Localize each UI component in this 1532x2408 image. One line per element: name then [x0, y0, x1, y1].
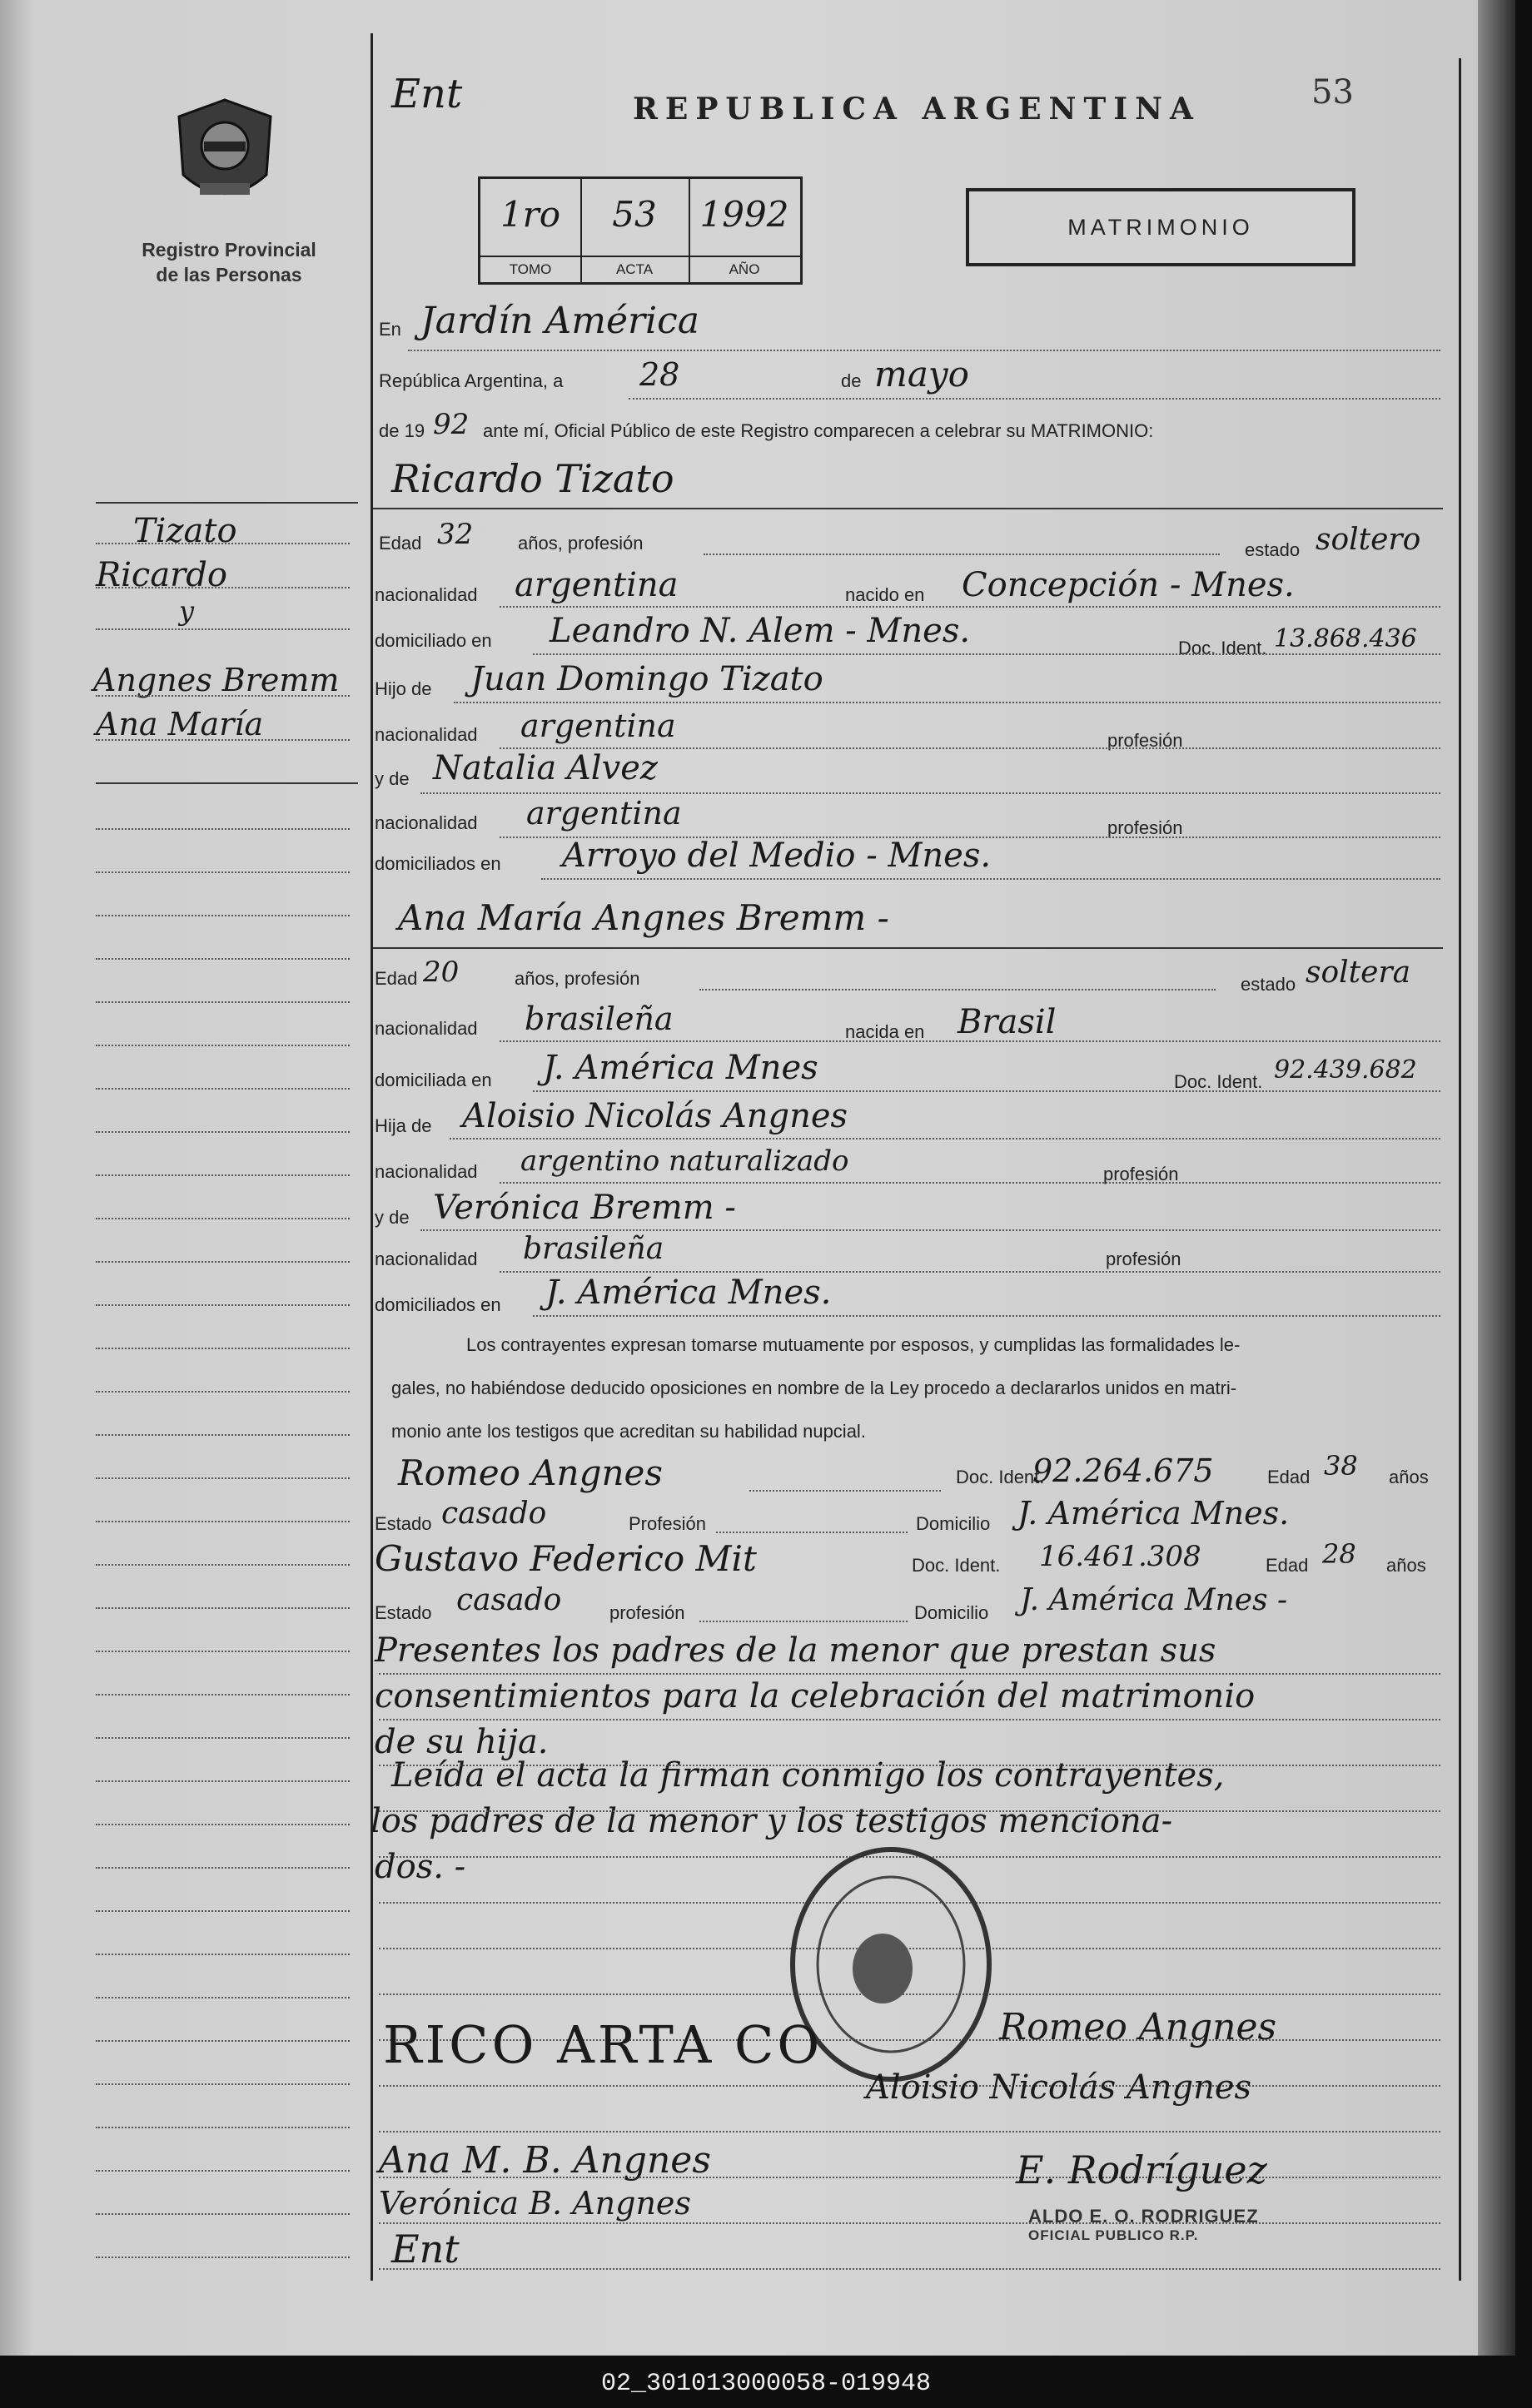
groom-name: Ricardo Tizato — [391, 456, 674, 501]
place-value: Jardín América — [420, 300, 699, 342]
witness2-doc: 16.461.308 — [1039, 1540, 1201, 1573]
margin-dotted-line — [96, 2213, 350, 2215]
margin-dotted-line — [96, 1348, 350, 1349]
witness2-anos-label: años — [1386, 1555, 1426, 1576]
notes-dotted-line — [379, 2131, 1440, 2132]
witness2-age: 28 — [1322, 1538, 1356, 1570]
country-title: REPUBLICA ARGENTINA — [633, 92, 1201, 127]
dotted-line — [704, 554, 1220, 555]
groom-doc-label: Doc. Ident. — [1178, 638, 1267, 658]
bride-mother-nationality: brasileña — [523, 1232, 664, 1266]
book-edge — [1478, 0, 1515, 2356]
witness1-profesion-label: Profesión — [629, 1513, 706, 1534]
bride-nationality: brasileña — [525, 1000, 674, 1037]
witness2-domicile: J. América Mnes - — [1020, 1583, 1288, 1617]
margin-dotted-line — [96, 1824, 350, 1825]
margin-dotted-line — [96, 1564, 350, 1566]
margin-dotted-line — [96, 2127, 350, 2128]
margin-dotted-line — [96, 1088, 350, 1090]
comparecen-text: ante mí, Oficial Público de este Registro comparecen a celebrar su MATRIMONIO: — [483, 420, 1154, 441]
dotted-line — [420, 1229, 1440, 1231]
margin-dotted-line — [96, 1001, 350, 1003]
margin-dotted-line — [96, 1304, 350, 1306]
witness1-name: Romeo Angnes — [398, 1452, 663, 1493]
witness1-doc: 92.264.675 — [1032, 1452, 1214, 1489]
anio-cell — [689, 179, 800, 282]
dotted-line — [533, 653, 1440, 655]
groom-father-profesion-label: profesión — [1107, 730, 1183, 751]
bride-yde-label: y de — [375, 1207, 410, 1228]
groom-parents-domicile: Arroyo del Medio - Mnes. — [562, 837, 992, 875]
witness2-estado-label: Estado — [375, 1602, 432, 1623]
margin-dotted-line — [96, 1391, 350, 1393]
acta-cell — [580, 179, 690, 282]
bride-edad-label: Edad — [375, 968, 418, 989]
groom-mother-nationality: argentina — [526, 795, 682, 832]
registry-name-line2: de las Personas — [156, 264, 302, 285]
groom-birthplace: Concepción - Mnes. — [962, 566, 1295, 604]
groom-age: 32 — [437, 518, 474, 551]
bride-father-profesion-label: profesión — [1103, 1164, 1179, 1184]
en-label: En — [379, 319, 401, 340]
witness1-estado-label: Estado — [375, 1513, 432, 1534]
stamp-line2: OFICIAL PUBLICO R.P. — [1028, 2227, 1199, 2243]
margin-dotted-line — [96, 1174, 350, 1176]
record-type-box: MATRIMONIO — [966, 188, 1355, 266]
dotted-line — [408, 350, 1440, 351]
notes-dotted-line — [379, 1673, 1440, 1675]
dotted-line — [454, 702, 1440, 703]
note-line4: Leída el acta la firman conmigo los contrayentes, — [391, 1756, 1225, 1795]
dotted-line — [533, 1090, 1440, 1092]
note-line5: los padres de la menor y los testigos menciona- — [371, 1802, 1173, 1840]
margin-dotted-line — [96, 2257, 350, 2258]
margin-dotted-line — [96, 1651, 350, 1652]
republica-label: República Argentina, a — [379, 370, 564, 391]
de-label: de — [841, 370, 862, 391]
signature-initials: Ent — [391, 2227, 460, 2271]
margin-dotted-line — [96, 828, 350, 830]
margin-dotted-line — [96, 628, 350, 630]
bride-age: 20 — [423, 956, 460, 989]
signature-veronica: Verónica B. Angnes — [379, 2185, 691, 2222]
margin-dotted-line — [96, 2170, 350, 2172]
year-value: 92 — [433, 408, 470, 441]
bride-profesion-label: años, profesión — [515, 968, 640, 989]
day-value: 28 — [639, 356, 680, 393]
margin-dotted-line — [96, 1477, 350, 1479]
groom-profesion-label: años, profesión — [518, 533, 644, 554]
signature-official: E. Rodríguez — [1016, 2147, 1267, 2192]
anio-value: 1992 — [699, 194, 789, 235]
provincial-coat-of-arms-icon — [171, 96, 279, 212]
tomo-cell — [480, 179, 582, 282]
dotted-line — [716, 1532, 908, 1533]
margin-dotted-line — [96, 739, 350, 741]
tomo-label: TOMO — [480, 256, 580, 282]
groom-father: Juan Domingo Tizato — [470, 660, 823, 698]
signature-contrayente: RICO ARTA CO — [383, 2014, 823, 2075]
dotted-line — [541, 878, 1440, 880]
margin-dotted-line — [96, 958, 350, 960]
margin-given-bride: Ana María — [96, 706, 264, 742]
section-rule — [373, 508, 1443, 509]
margin-dotted-line — [96, 1434, 350, 1436]
bride-parents-domicile: J. América Mnes. — [545, 1274, 832, 1312]
column-divider — [371, 33, 373, 2281]
witness1-edad-label: Edad — [1267, 1467, 1311, 1487]
margin-dotted-line — [96, 1997, 350, 1998]
groom-father-nationality: argentina — [520, 708, 676, 744]
margin-surname-bride: Angnes Bremm — [93, 662, 340, 698]
margin-dotted-line — [96, 1607, 350, 1609]
declaration-line2: gales, no habiéndose deducido oposiciones en nombre de la Ley procedo a declararlos unidos en matri- — [391, 1378, 1237, 1398]
dotted-line — [450, 1138, 1440, 1139]
bride-parents-dom-label: domiciliados en — [375, 1294, 501, 1315]
witness2-doc-label: Doc. Ident. — [912, 1555, 1001, 1576]
notes-dotted-line — [379, 2222, 1440, 2224]
right-border — [1459, 58, 1461, 2281]
witness2-domicilio-label: Domicilio — [914, 1602, 989, 1623]
registry-name — [108, 237, 350, 287]
groom-nationality: argentina — [515, 566, 679, 604]
bride-domiciliada-label: domiciliada en — [375, 1070, 492, 1090]
groom-domicile: Leandro N. Alem - Mnes. — [550, 612, 971, 650]
corner-note: Ent — [391, 71, 463, 117]
margin-dotted-line — [96, 587, 350, 588]
signature-ana-maria: Ana M. B. Angnes — [379, 2139, 711, 2182]
dotted-line — [699, 989, 1216, 991]
signature-romeo: Romeo Angnes — [999, 2006, 1277, 2048]
bride-mother: Verónica Bremm - — [433, 1189, 736, 1227]
groom-doc: 13.868.436 — [1274, 624, 1417, 653]
margin-rule — [96, 502, 358, 504]
dotted-line — [500, 606, 1440, 608]
witness2-profesion-label: profesión — [609, 1602, 685, 1623]
bride-father: Aloisio Nicolás Angnes — [462, 1097, 848, 1135]
margin-dotted-line — [96, 2040, 350, 2042]
witness1-domicile: J. América Mnes. — [1017, 1495, 1290, 1532]
witness2-estado: casado — [456, 1583, 562, 1617]
bride-nacida-label: nacida en — [845, 1021, 925, 1042]
signature-aloisio: Aloisio Nicolás Angnes — [866, 2068, 1252, 2107]
note-line3: de su hija. — [375, 1723, 549, 1761]
record-reference-box — [478, 176, 803, 285]
bride-birthplace: Brasil — [958, 1003, 1057, 1041]
margin-dotted-line — [96, 1218, 350, 1219]
margin-given-groom: Ricardo — [96, 556, 227, 594]
witness1-age: 38 — [1324, 1450, 1358, 1482]
witness1-domicilio-label: Domicilio — [916, 1513, 991, 1534]
groom-yde-label: y de — [375, 768, 410, 789]
groom-parents-dom-label: domiciliados en — [375, 853, 501, 874]
note-line1: Presentes los padres de la menor que prestan sus — [375, 1631, 1216, 1670]
margin-dotted-line — [96, 2083, 350, 2085]
stamp-line1: ALDO E. O. RODRIGUEZ — [1028, 2206, 1259, 2227]
groom-mother-profesion-label: profesión — [1107, 817, 1183, 838]
dotted-line — [420, 792, 1440, 794]
margin-dotted-line — [96, 1954, 350, 1955]
groom-domiciliado-label: domiciliado en — [375, 630, 492, 651]
groom-estado-label: estado — [1245, 539, 1301, 560]
page-number: 53 — [1311, 73, 1354, 112]
bride-father-nat-label: nacionalidad — [375, 1161, 478, 1182]
bride-name: Ana María Angnes Bremm - — [398, 897, 889, 938]
margin-dotted-line — [96, 1131, 350, 1133]
margin-conjunction: y — [179, 595, 195, 627]
note-line2: consentimientos para la celebración del matrimonio — [375, 1677, 1256, 1715]
groom-mother: Natalia Alvez — [433, 749, 658, 787]
groom-nacionalidad-label: nacionalidad — [375, 584, 478, 605]
margin-dotted-line — [96, 543, 350, 544]
margin-surname-groom: Tizato — [133, 512, 237, 550]
bride-domicile: J. América Mnes — [543, 1049, 818, 1087]
groom-mother-nat-label: nacionalidad — [375, 812, 478, 833]
margin-rule — [96, 782, 358, 784]
dotted-line — [699, 1621, 908, 1622]
bride-father-nationality: argentino naturalizado — [520, 1144, 849, 1178]
groom-hijo-label: Hijo de — [375, 678, 432, 699]
margin-dotted-line — [96, 1521, 350, 1522]
margin-dotted-line — [96, 1045, 350, 1046]
witness2-name: Gustavo Federico Mit — [375, 1538, 757, 1579]
notes-dotted-line — [379, 1810, 1440, 1812]
margin-dotted-line — [96, 871, 350, 873]
notes-dotted-line — [379, 1719, 1440, 1720]
margin-dotted-line — [96, 695, 350, 697]
groom-father-nat-label: nacionalidad — [375, 724, 478, 745]
dotted-line — [629, 398, 1440, 400]
notes-dotted-line — [379, 1765, 1440, 1766]
registry-name-line1: Registro Provincial — [142, 239, 316, 261]
bride-mother-profesion-label: profesión — [1106, 1249, 1181, 1269]
dotted-line — [500, 1271, 1440, 1273]
margin-dotted-line — [96, 915, 350, 916]
dotted-line — [500, 1040, 1440, 1042]
margin-dotted-line — [96, 1694, 350, 1696]
declaration-line3: monio ante los testigos que acreditan su habilidad nupcial. — [391, 1421, 866, 1442]
dotted-line — [533, 1315, 1440, 1317]
witness1-estado: casado — [441, 1497, 547, 1531]
section-rule — [373, 947, 1443, 949]
margin-dotted-line — [96, 1867, 350, 1869]
witness1-anos-label: años — [1389, 1467, 1429, 1487]
margin-dotted-line — [96, 1780, 350, 1782]
margin-dotted-line — [96, 1261, 350, 1263]
bride-hija-label: Hija de — [375, 1115, 432, 1136]
notes-dotted-line — [379, 2268, 1440, 2270]
acta-value: 53 — [612, 194, 657, 235]
acta-label: ACTA — [580, 256, 689, 282]
groom-nacido-label: nacido en — [845, 584, 925, 605]
bride-doc-label: Doc. Ident. — [1174, 1071, 1263, 1092]
bride-estado: soltera — [1306, 956, 1411, 990]
dotted-line — [749, 1490, 941, 1492]
groom-edad-label: Edad — [379, 533, 422, 554]
groom-estado: soltero — [1316, 523, 1421, 557]
witness2-edad-label: Edad — [1266, 1555, 1309, 1576]
bride-nacionalidad-label: nacionalidad — [375, 1018, 478, 1039]
witness1-doc-label: Doc. Ident. — [956, 1467, 1045, 1487]
image-id-footer: 02_301013000058-019948 — [600, 2370, 932, 2398]
month-value: mayo — [874, 354, 969, 395]
tomo-value: 1ro — [500, 194, 561, 235]
dotted-line — [500, 1182, 1440, 1184]
official-stamp — [1028, 2206, 1259, 2244]
margin-dotted-line — [96, 1910, 350, 1912]
bride-doc: 92.439.682 — [1274, 1055, 1417, 1085]
year-prefix: de 19 — [379, 420, 425, 441]
bride-estado-label: estado — [1241, 974, 1296, 995]
note-line6: dos. - — [375, 1848, 466, 1886]
bride-mother-nat-label: nacionalidad — [375, 1249, 478, 1269]
anio-label: AÑO — [689, 256, 800, 282]
margin-dotted-line — [96, 1737, 350, 1739]
declaration-line1: Los contrayentes expresan tomarse mutuamente por esposos, y cumplidas las formalidades le- — [466, 1334, 1241, 1355]
